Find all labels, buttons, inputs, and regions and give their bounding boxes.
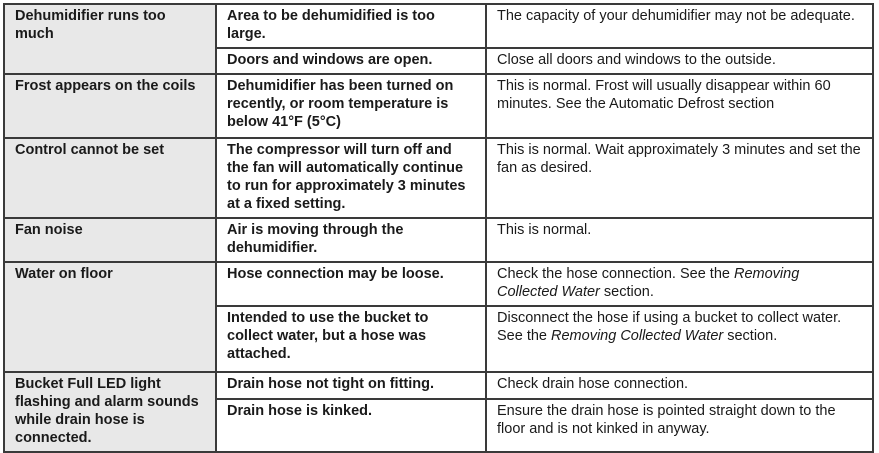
problem-cell: Fan noise: [4, 218, 216, 262]
solution-cell: This is normal. Frost will usually disappear within 60 minutes. See the Automatic Defrost section: [486, 74, 873, 138]
cause-cell: Intended to use the bucket to collect water, but a hose was attached.: [216, 306, 486, 372]
solution-cell: This is normal. Wait approximately 3 minutes and set the fan as desired.: [486, 138, 873, 218]
cause-cell: Air is moving through the dehumidifier.: [216, 218, 486, 262]
table-row: [4, 372, 873, 399]
solution-cell: This is normal.: [486, 218, 873, 262]
solution-cell: Ensure the drain hose is pointed straight down to the floor and is not kinked in anyway.: [486, 399, 873, 452]
solution-cell: [486, 306, 873, 372]
table-row: [4, 138, 873, 218]
cause-cell: Hose connection may be loose.: [216, 262, 486, 306]
cause-cell: Doors and windows are open.: [216, 48, 486, 74]
table-row: [4, 262, 873, 306]
cause-cell: Dehumidifier has been turned on recently, or room temperature is below 41°F (5°C): [216, 74, 486, 138]
cause-cell: Drain hose not tight on fitting.: [216, 372, 486, 399]
solution-cell: Close all doors and windows to the outside.: [486, 48, 873, 74]
cause-cell: Drain hose is kinked.: [216, 399, 486, 452]
problem-cell: Frost appears on the coils: [4, 74, 216, 138]
solution-cell: [486, 262, 873, 306]
solution-cell: The capacity of your dehumidifier may not be adequate.: [486, 4, 873, 48]
solution-text: Check the hose connection. See the: [497, 266, 734, 282]
problem-cell: Control cannot be set: [4, 138, 216, 218]
solution-text: section.: [723, 328, 778, 344]
table-row: [4, 74, 873, 138]
cause-cell: The compressor will turn off and the fan will automatically continue to run for approximately 3 minutes at a fixed setting.: [216, 138, 486, 218]
problem-cell: Water on floor: [4, 262, 216, 372]
troubleshooting-table: [3, 3, 874, 453]
section-reference: Removing Collected Water: [551, 328, 724, 344]
cause-cell: Area to be dehumidified is too large.: [216, 4, 486, 48]
solution-cell: Check drain hose connection.: [486, 372, 873, 399]
table-row: [4, 4, 873, 48]
solution-text: section.: [599, 284, 654, 300]
solution-text: Disconnect the hose if using a bucket to collect water. See the: [497, 310, 842, 344]
section-reference: Removing Collected Water: [497, 266, 800, 300]
problem-cell: Bucket Full LED light flashing and alarm sounds while drain hose is connected.: [4, 372, 216, 452]
problem-cell: Dehumidifier runs too much: [4, 4, 216, 74]
table-row: [4, 218, 873, 262]
